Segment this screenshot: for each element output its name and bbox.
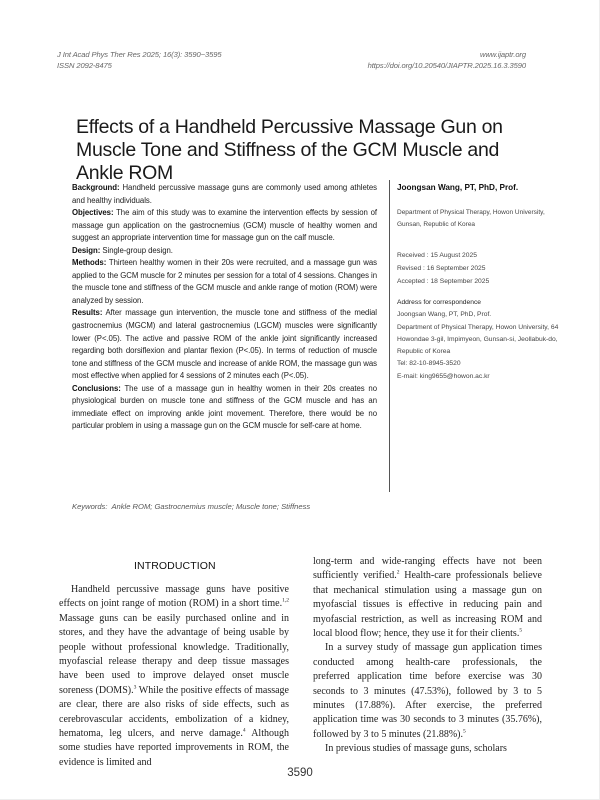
abstract-results [72,307,377,382]
journal-citation [57,49,222,71]
column-divider [389,180,390,492]
citation-line: J Int Acad Phys Ther Res 2025; 16(3): 3590~3595 [57,50,222,59]
journal-url[interactable]: www.ijaptr.org [479,50,526,59]
citation-ref[interactable]: 3 [133,684,137,691]
doi-link[interactable]: https://doi.org/10.20540/JIAPTR.2025.16.3.3590 [367,61,526,70]
intro-paragraph-1-cont [313,555,542,641]
abstract-conclusions [72,383,377,433]
article-dates [397,250,567,288]
accepted-date: Accepted : 18 September 2025 [397,277,490,285]
abstract-design [72,245,377,258]
correspondence-name: Joongsan Wang, PT, PhD, Prof. [397,311,492,319]
keywords-label: Keywords: [72,502,108,511]
text-run: While the positive effects of massage are clear, there are also risks of side effects, such as cerebrovascular accidents, embolization of a kidney, hematoma, leg ulcers, and nerve damage. [59,684,289,740]
keywords [72,502,310,511]
correspondence-address: Department of Physical Therapy, Howon University, 64 Howondae 3-gil, Impimyeon, Gunsan-si, Jeollabuk-do, Republic of Korea [397,323,559,356]
conclusions-text: The use of a massage gun in healthy women in their 20s creates no physiological burden on muscle tone and stiffness of the GCM muscle and has an immediate effect on improving ankle joint movement. Therefore, there would be no particular problem in using a massage gun on the GCM muscle for self-care at home. [72,383,377,431]
citation-ref[interactable]: 5 [519,627,523,634]
text-run: In a survey study of massage gun application times conducted among health-care professionals, the preferred application time before exercise was 30 seconds to 3 minutes (47.53%), followed by 3 to 5 minutes (17.88%). After exercise, the preferred application time was 30 seconds to 3 minutes (35.76%), followed by 3 to 5 minutes (21.88%). [313,642,542,740]
intro-paragraph-2 [313,641,542,742]
text-run: Massage guns can be easily purchased online and in stores, and they have the advantage of being usable by people without professional knowledge. Traditionally, myofascial release therapy and deep tissue massages have been used to improve delayed onset muscle soreness (DOMS). [59,612,289,696]
author-name: Joongsan Wang, PT, PhD, Prof. [397,183,519,192]
body-column-left [59,583,289,770]
design-text: Single-group design. [100,245,173,255]
citation-ref[interactable]: 2 [396,570,400,577]
abstract-objectives [72,207,377,245]
journal-links [368,49,526,71]
body-column-right [313,555,542,757]
correspondence-title: Address for correspondence [397,299,482,306]
abstract [72,182,377,433]
author-affiliation: Department of Physical Therapy, Howon University, Gunsan, Republic of Korea [397,209,545,228]
conclusions-label: Conclusions: [72,383,121,393]
methods-text: Thirteen healthy women in their 20s were recruited, and a massage gun was applied to the GCM muscle for 2 minutes per session for a total of 4 sessions. Changes in the muscle tone and stiffness of the GCM muscle and ankle range of motion (ROM) were analyzed by session. [72,258,377,305]
text-run: Although some studies have reported improvements in ROM, the evidence is limited and [59,728,289,768]
correspondence [397,297,567,383]
text-run: Health-care professionals believe that mechanical stimulation using a massage gun on myofascial tissues is effective in reducing pain and myofascial restriction, as well as increasing ROM and local blood flow; hence, they use it for their clients. [313,570,542,640]
results-label: Results: [72,308,103,318]
intro-paragraph-1 [59,583,289,770]
citation-ref[interactable]: 4 [242,727,246,734]
objectives-label: Objectives: [72,208,114,218]
keywords-list: Ankle ROM; Gastrocnemius muscle; Muscle tone; Stiffness [111,502,311,511]
intro-paragraph-3: In previous studies of massage guns, scholars [325,743,507,755]
design-label: Design: [72,245,101,255]
objectives-text: The aim of this study was to examine the intervention effects by session of massage gun application on the gastrocnemius (GCM) muscle of healthy women and suggest an appropriate intervention time for massage gun on the calf muscle. [72,208,377,243]
text-run: Handheld percussive massage guns have positive effects on joint range of motion (ROM) in a short time. [59,584,289,610]
citation-ref[interactable]: 5 [462,728,466,735]
citation-ref[interactable]: 1,2 [282,598,289,605]
background-label: Background: [72,183,120,192]
page-number: 3590 [287,767,313,779]
abstract-methods [72,257,377,307]
abstract-background [72,182,377,207]
introduction-heading: INTRODUCTION [134,560,216,572]
correspondence-email[interactable]: E-mail: king9655@howon.ac.kr [397,372,490,380]
text-run: long-term and wide-ranging effects have not been sufficiently verified. [313,556,542,582]
methods-label: Methods: [72,258,107,268]
paper-title: Effects of a Handheld Percussive Massage Gun on Muscle Tone and Stiffness of the GCM Muscle and Ankle ROM [76,116,503,184]
revised-date: Revised : 16 September 2025 [397,264,486,272]
issn-line: ISSN 2092-8475 [57,61,112,70]
results-text: After massage gun intervention, the muscle tone and stiffness of the medial gastrocnemius (MGCM) and lateral gastrocnemius (LGCM) muscles were significantly lower (P<.05). The active and passive ROM of the ankle joint significantly increased regarding both dorsiflexion and plantar flexion (P<.05). In terms of reduction of muscle tone and stiffness of the GCM muscle and increase of ankle ROM, the massage gun was most effective when applied for 4 sessions of 2 minutes each (P<.05). [72,308,377,381]
background-text: Handheld percussive massage guns are commonly used among athletes and healthy individuals. [72,183,377,205]
correspondence-tel: Tel: 82-10-8945-3520 [397,360,461,368]
received-date: Received : 15 August 2025 [397,252,477,259]
